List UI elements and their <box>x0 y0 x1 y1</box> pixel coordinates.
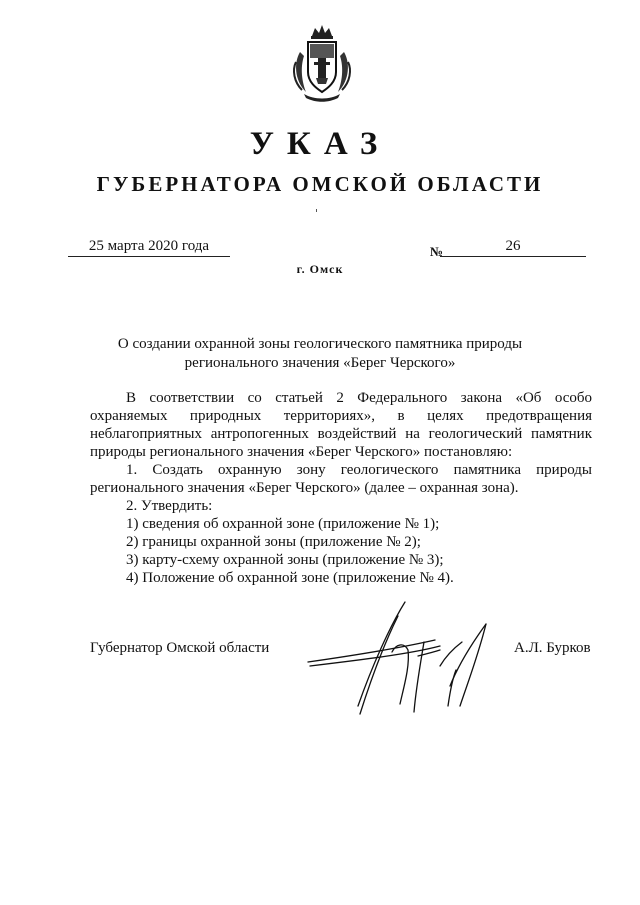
issuer-subtitle: ГУБЕРНАТОРА ОМСКОЙ ОБЛАСТИ <box>96 172 544 196</box>
body-line: 4) Положение об охранной зоне (приложение № 4). <box>126 570 454 586</box>
body-line: 2) границы охранной зоны (приложение № 2); <box>126 534 421 550</box>
body-line: 3) карту-схему охранной зоны (приложение № 3); <box>126 552 444 568</box>
number-sign: № <box>430 244 444 259</box>
decree-title-line: О создании охранной зоны геологического памятника природы <box>117 336 523 352</box>
issue-city: г. Омск <box>296 262 344 276</box>
coat-of-arms-icon <box>290 22 354 104</box>
signer-position: Губернатор Омской области <box>90 640 270 656</box>
document-type-title: УКАЗ <box>249 126 391 162</box>
body-line: регионального значения «Берег Черского» (далее – охранная зона). <box>90 480 519 496</box>
body-line: природы регионального значения «Берег Черского» постановляю: <box>90 444 513 460</box>
body-line: 1. Создать охранную зону геологического памятника природы <box>126 462 592 478</box>
body-line: В соответствии со статьей 2 Федерального закона «Об особо <box>126 390 592 406</box>
body-line: 2. Утвердить: <box>126 498 213 514</box>
body-line: охраняемых природных территориях», в целях предотвращения <box>90 408 592 424</box>
ink-mark <box>316 209 317 212</box>
body-line: 1) сведения об охранной зоне (приложение № 1); <box>126 516 440 532</box>
decree-number: 26 <box>440 238 586 257</box>
signer-name: А.Л. Бурков <box>514 640 591 656</box>
decree-date: 25 марта 2020 года <box>68 238 230 257</box>
body-line: неблагоприятных антропогенных воздействий на геологический памятник <box>90 426 592 442</box>
decree-title-line: регионального значения «Берег Черского» <box>184 355 456 371</box>
decree-title <box>80 335 560 373</box>
handwritten-signature <box>300 596 505 722</box>
